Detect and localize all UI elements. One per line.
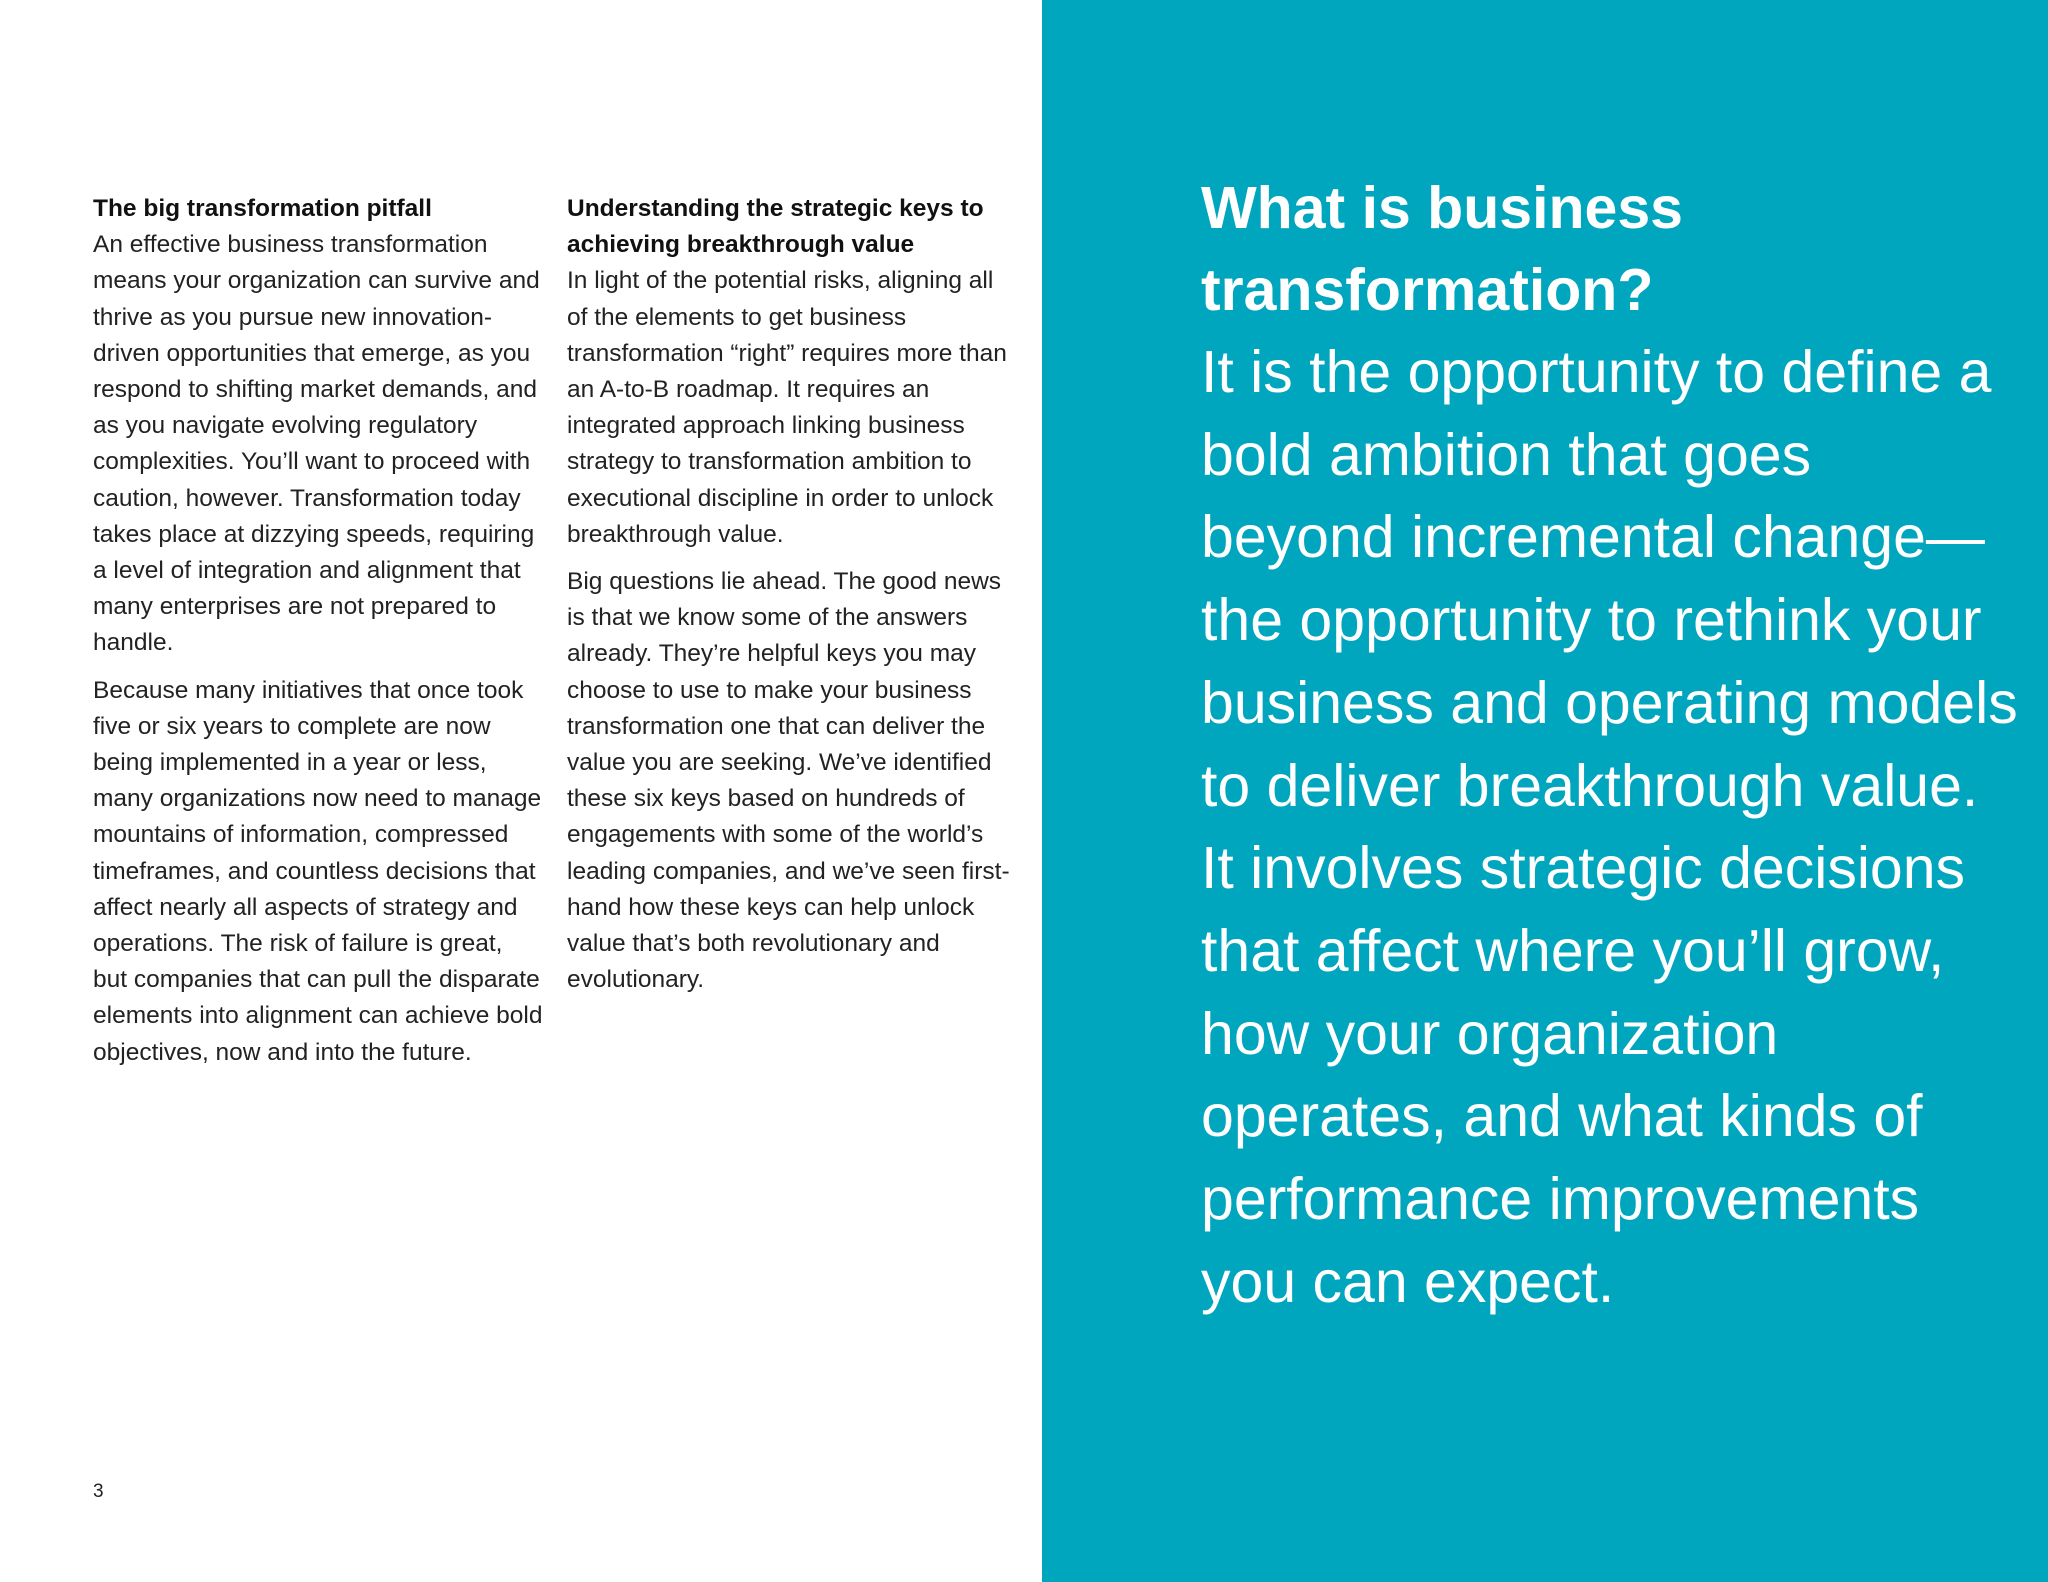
- callout-panel: [1042, 0, 2048, 1582]
- middle-column-paragraph-2: Big questions lie ahead. The good news is that we know some of the answers already. They’re helpful keys you may choose to use to make your business transformation one that can deliver the value you are seeking. We’ve identified these six keys based on hundreds of engagements with some of the world’s leading companies, and we’ve seen first-hand how these keys can help unlock value that’s both revolutionary and evolutionary.: [567, 568, 1010, 994]
- middle-column-paragraph-1: In light of the potential risks, aligning all of the elements to get business transformation “right” requires more than an A-to-B roadmap. It requires an integrated approach linking business strategy to transformation ambition to executional discipline in order to unlock breakthrough value.: [567, 267, 1007, 548]
- page-number: 3: [93, 1481, 104, 1502]
- callout-heading: What is business transformation?: [1201, 175, 1683, 323]
- left-column-paragraph-1: An effective business transformation means your organization can survive and thrive as you pursue new innovation-driven opportunities that emerge, as you respond to shifting market demands, and as you navigate evolving regulatory complexities. You’ll want to proceed with caution, however. Transformation today takes place at dizzying speeds, requiring a level of integration and alignment that many enterprises are not prepared to handle.: [93, 231, 540, 657]
- left-column-paragraph-2: Because many initiatives that once took five or six years to complete are now being implemented in a year or less, many organizations now need to manage mountains of information, compressed timeframes, and countless decisions that affect nearly all aspects of strategy and operations. The risk of failure is great, but companies that can pull the disparate elements into alignment can achieve bold objectives, now and into the future.: [93, 676, 543, 1066]
- left-column-heading: The big transformation pitfall: [93, 195, 432, 222]
- callout-text: [1201, 167, 2021, 1323]
- middle-column: [567, 191, 1017, 1009]
- middle-column-heading: Understanding the strategic keys to achieving breakthrough value: [567, 195, 984, 259]
- left-column: [93, 191, 543, 1082]
- callout-body: It is the opportunity to define a bold ambition that goes beyond incremental change—the opportunity to rethink your business and operating models to deliver breakthrough value. It involves strategic decisions that affect where you’ll grow, how your organization operates, and what kinds of performance improvements you can expect.: [1201, 339, 2018, 1315]
